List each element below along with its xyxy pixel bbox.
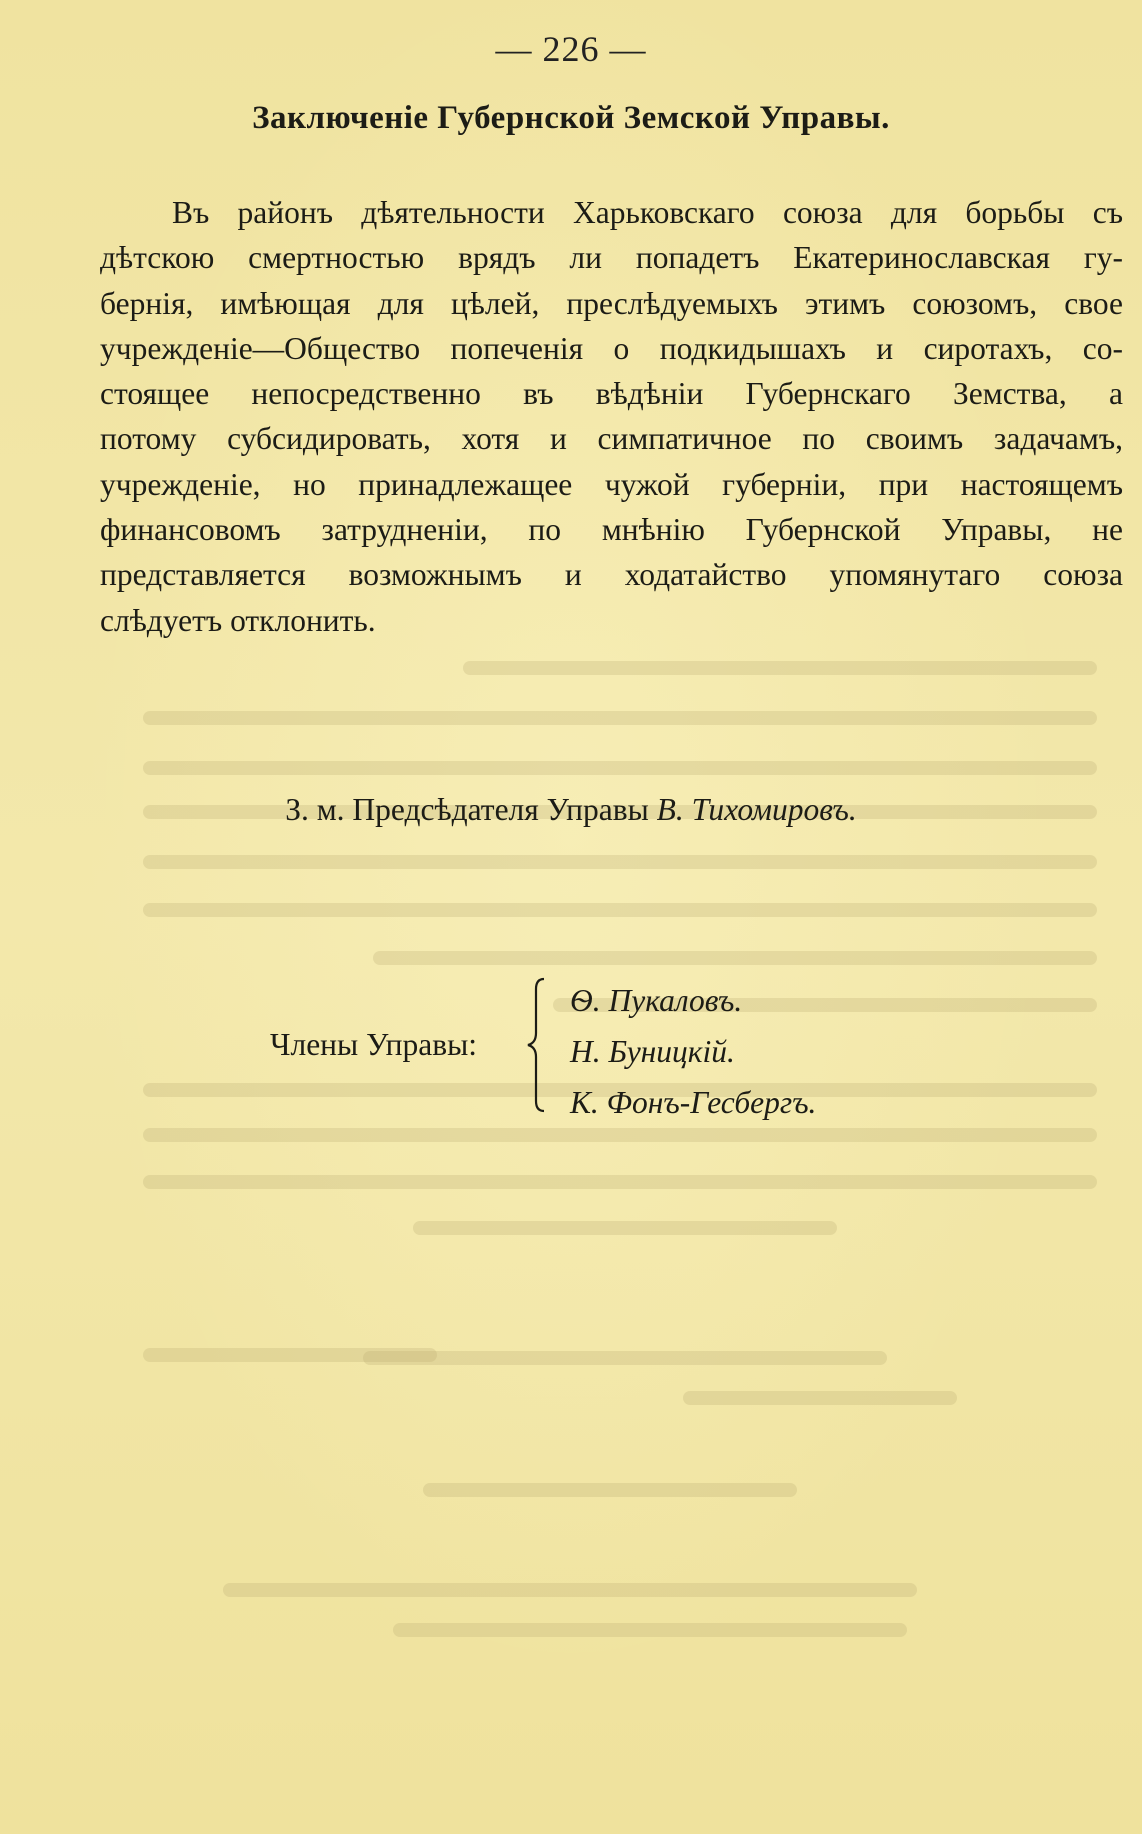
paragraph-line: потому субсидировать, хотя и симпатичное по своимъ задачамъ, [100,421,1123,457]
paragraph-line: дѣтскою смертностью врядъ ли попадетъ Екатеринославская гу- [100,240,1123,276]
paragraph-line: учрежденіе, но принадлежащее чужой губерніи, при настоящемъ [100,466,1123,502]
chair-title: З. м. Предсѣдателя Управы [285,792,649,827]
paragraph-line: учрежденіе—Общество попеченія о подкидышахъ и сиротахъ, со- [100,330,1123,366]
paragraph-line: представляется возможнымъ и ходатайство упомянутаго союза [100,557,1123,593]
brace-icon [524,975,554,1115]
chair-signature [0,792,1142,828]
member-name: Н. Буницкій. [570,1034,735,1069]
paragraph-line: стоящее непосредственно въ вѣдѣніи Губернскаго Земства, а [100,376,1123,412]
chair-name: В. Тихомировъ. [656,792,857,827]
paragraph-line: Въ районъ дѣятельности Харьковскаго союза для борьбы съ [172,195,1123,230]
page-number: — 226 — [495,29,647,69]
section-heading: Заключеніе Губернской Земской Управы. [252,100,890,136]
paragraph-line: бернія, имѣющая для цѣлей, преслѣдуемыхъ этимъ союзомъ, свое [100,285,1123,321]
paragraph-line: слѣдуетъ отклонить. [100,602,376,638]
member-name: Ѳ. Пукаловъ. [570,983,743,1018]
members-label: Члены Управы: [270,1027,477,1062]
body-paragraph [100,190,1123,643]
paragraph-line: финансовомъ затрудненіи, по мнѣнію Губернской Управы, не [100,512,1123,548]
member-list [570,975,816,1128]
member-name: К. Фонъ-Гесбергъ. [570,1085,817,1120]
